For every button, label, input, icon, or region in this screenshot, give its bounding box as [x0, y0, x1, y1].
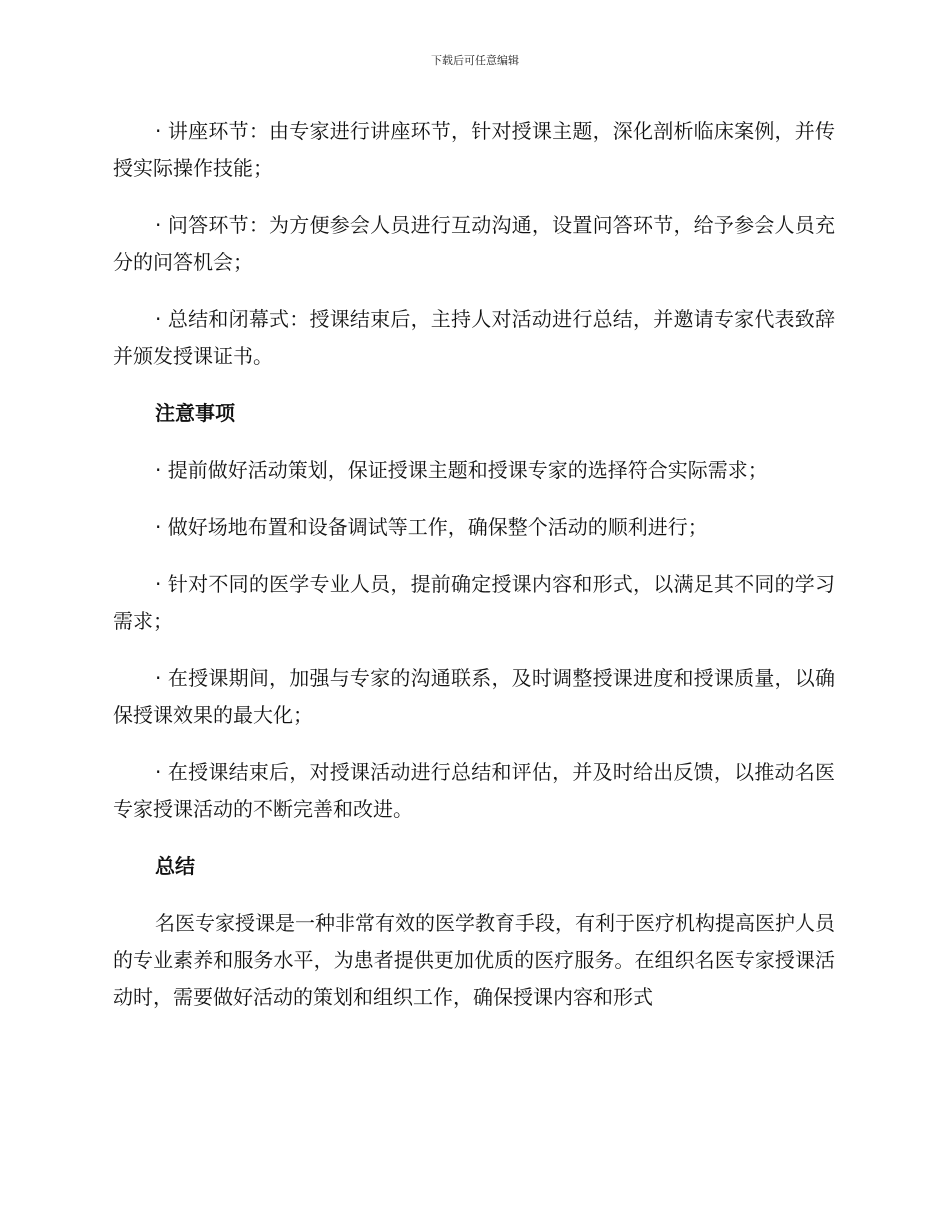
paragraph-gap [113, 734, 835, 754]
paragraph-gap [113, 432, 835, 452]
paragraph-gap [113, 885, 835, 905]
paragraph-gap [113, 489, 835, 509]
document-body [113, 113, 835, 1016]
paragraph-summary: 名医专家授课是一种非常有效的医学教育手段，有利于医疗机构提高医护人员的专业素养和服务水平，为患者提供更加优质的医疗服务。在组织名医专家授课活动时，需要做好活动的策划和组织工作，确保授课内容和形式 [113, 911, 835, 1009]
paragraph-note-content: · 针对不同的医学专业人员，提前确定授课内容和形式，以满足其不同的学习需求； [113, 572, 835, 633]
paragraph-gap [113, 187, 835, 207]
paragraph-gap [113, 640, 835, 660]
paragraph-note-feedback: · 在授课结束后，对授课活动进行总结和评估，并及时给出反馈，以推动名医专家授课活动的不断完善和改进。 [113, 760, 835, 821]
paragraph-note-venue: · 做好场地布置和设备调试等工作，确保整个活动的顺利进行； [155, 515, 708, 539]
section-heading-notes: 注意事项 [155, 401, 235, 425]
paragraph-gap [113, 375, 835, 395]
paragraph-closing-ceremony: · 总结和闭幕式：授课结束后，主持人对活动进行总结，并邀请专家代表致辞并颁发授课证书。 [113, 307, 835, 368]
paragraph-qa-session: · 问答环节：为方便参会人员进行互动沟通，设置问答环节，给予参会人员充分的问答机会； [113, 213, 835, 274]
paragraph-lecture-session: · 讲座环节：由专家进行讲座环节，针对授课主题，深化剖析临床案例，并传授实际操作技能； [113, 119, 835, 180]
paragraph-gap [113, 546, 835, 566]
page-header-note: 下载后可任意编辑 [431, 54, 519, 67]
paragraph-gap [113, 281, 835, 301]
paragraph-note-planning: · 提前做好活动策划，保证授课主题和授课专家的选择符合实际需求； [155, 458, 768, 482]
paragraph-gap [113, 828, 835, 848]
paragraph-note-communication: · 在授课期间，加强与专家的沟通联系，及时调整授课进度和授课质量，以确保授课效果的最大化； [113, 666, 835, 727]
section-heading-summary: 总结 [155, 854, 195, 878]
